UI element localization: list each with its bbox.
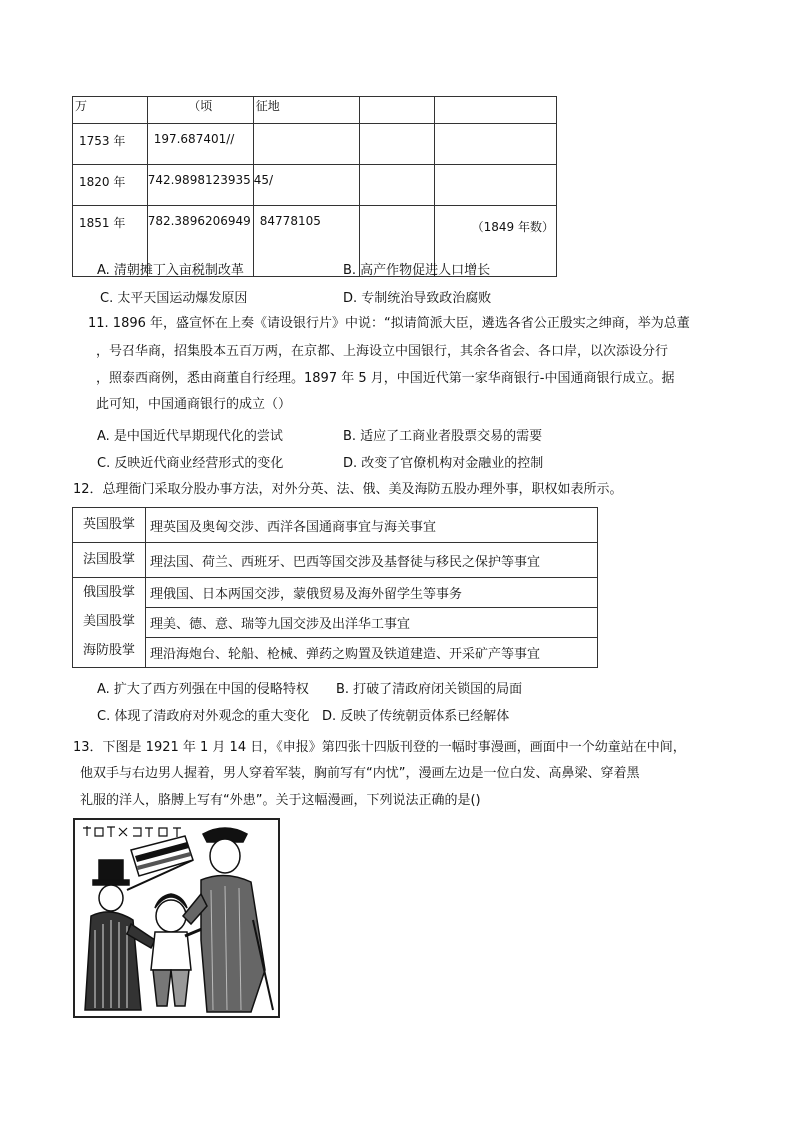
cartoon-drawing: [75, 820, 278, 1016]
q12-row-key: 俄国股掌: [82, 585, 135, 600]
table1-header-cell: [434, 97, 556, 124]
q13-stem-line: 13．下图是 1921 年 1 月 14 日，《申报》第四张十四版刊登的一幅时事漫画，画面中一个幼童站在中间，: [73, 740, 686, 755]
q11-option-b[interactable]: B. 适应了工商业者股票交易的需要: [343, 429, 543, 444]
table1-header-cell: 万: [73, 97, 148, 124]
table1-header-cell: （顷: [147, 97, 253, 124]
table1-cell: 1820 年: [73, 165, 148, 206]
q10-option-c[interactable]: C. 太平天国运动爆发原因: [100, 291, 248, 306]
q11-stem-line: ，照泰西商例，悉由商董自行经理。1897 年 5 月，中国近代第一家华商银行-中国通商银行成立。据: [96, 371, 675, 386]
q12-merged-key-cell: [73, 578, 146, 668]
table1-cell: [434, 165, 556, 206]
zongli-yamen-table: [72, 507, 598, 668]
q11-option-c[interactable]: C. 反映近代商业经营形式的变化: [97, 456, 284, 471]
q10-option-b[interactable]: B. 高产作物促进人口增长: [343, 263, 491, 278]
q12-row-value: 理美、德、意、瑞等九国交涉及出洋华工事宜: [146, 608, 598, 638]
q12-option-a[interactable]: A. 扩大了西方列强在中国的侵略特权: [97, 682, 309, 697]
table1-note-cell: （1849 年数）: [434, 206, 556, 277]
population-land-table: [72, 96, 557, 277]
table1-cell: [360, 124, 434, 165]
q12-option-d[interactable]: D. 反映了传统朝贡体系已经解体: [322, 709, 510, 724]
table1-cell: 1851 年: [73, 206, 148, 277]
table1-cell: 84778105: [253, 206, 360, 277]
table1-cell: [360, 165, 434, 206]
table1-cell: 197.687401//: [147, 124, 253, 165]
q12-option-b[interactable]: B. 打破了清政府闭关锁国的局面: [336, 682, 523, 697]
q12-stem: 12．总理衙门采取分股办事方法，对外分英、法、俄、美及海防五股办理外事，职权如表所示。: [73, 482, 623, 497]
q11-option-d[interactable]: D. 改变了官僚机构对金融业的控制: [343, 456, 544, 471]
table1-cell: 45/: [253, 165, 360, 206]
q12-row-key: 法国股掌: [73, 543, 146, 578]
table1-cell: 1753 年: [73, 124, 148, 165]
q12-row-value: 理沿海炮台、轮船、枪械、弹药之购置及铁道建造、开采矿产等事宜: [146, 638, 598, 668]
q12-row-key: 海防股掌: [82, 643, 135, 658]
table1-cell: [434, 124, 556, 165]
political-cartoon: [73, 818, 280, 1018]
q12-option-c[interactable]: C. 体现了清政府对外观念的重大变化: [97, 709, 310, 724]
q11-stem-line: 11. 1896 年，盛宣怀在上奏《请设银行片》中说：“拟请简派大臣，遴选各省公正殷实之绅商，举为总董: [88, 316, 690, 331]
table1-cell: [253, 124, 360, 165]
table1-cell: 782.3896206949: [147, 206, 253, 277]
q10-option-a[interactable]: A. 清朝摊丁入亩税制改革: [97, 263, 244, 278]
table1-cell: 742.9898123935: [147, 165, 253, 206]
q12-row-key: 美国股掌: [82, 614, 135, 629]
q13-stem-line: 礼服的洋人，胳膊上写有“外患”。关于这幅漫画，下列说法正确的是(): [80, 793, 481, 808]
q10-option-d[interactable]: D. 专制统治导致政治腐败: [343, 291, 492, 306]
q12-row-key: 英国股掌: [73, 508, 146, 543]
q12-row-value: 理法国、荷兰、西班牙、巴西等国交涉及基督徒与移民之保护等事宜: [146, 543, 598, 578]
q11-option-a[interactable]: A. 是中国近代早期现代化的尝试: [97, 429, 283, 444]
table1-header-cell: 征地: [253, 97, 360, 124]
table1-header-cell: [360, 97, 434, 124]
q11-stem-line: 此可知，中国通商银行的成立（）: [96, 397, 292, 412]
q12-row-value: 理俄国、日本两国交涉，蒙俄贸易及海外留学生等事务: [146, 578, 598, 608]
q12-row-value: 理英国及奥匈交涉、西洋各国通商事宜与海关事宜: [146, 508, 598, 543]
q11-stem-line: ，号召华商，招集股本五百万两，在京都、上海设立中国银行，其余各省会、各口岸，以次添设分行: [96, 344, 669, 359]
q13-stem-line: 他双手与右边男人握着，男人穿着军装，胸前写有“内忧”，漫画左边是一位白发、高鼻梁、穿着黑: [80, 766, 640, 781]
